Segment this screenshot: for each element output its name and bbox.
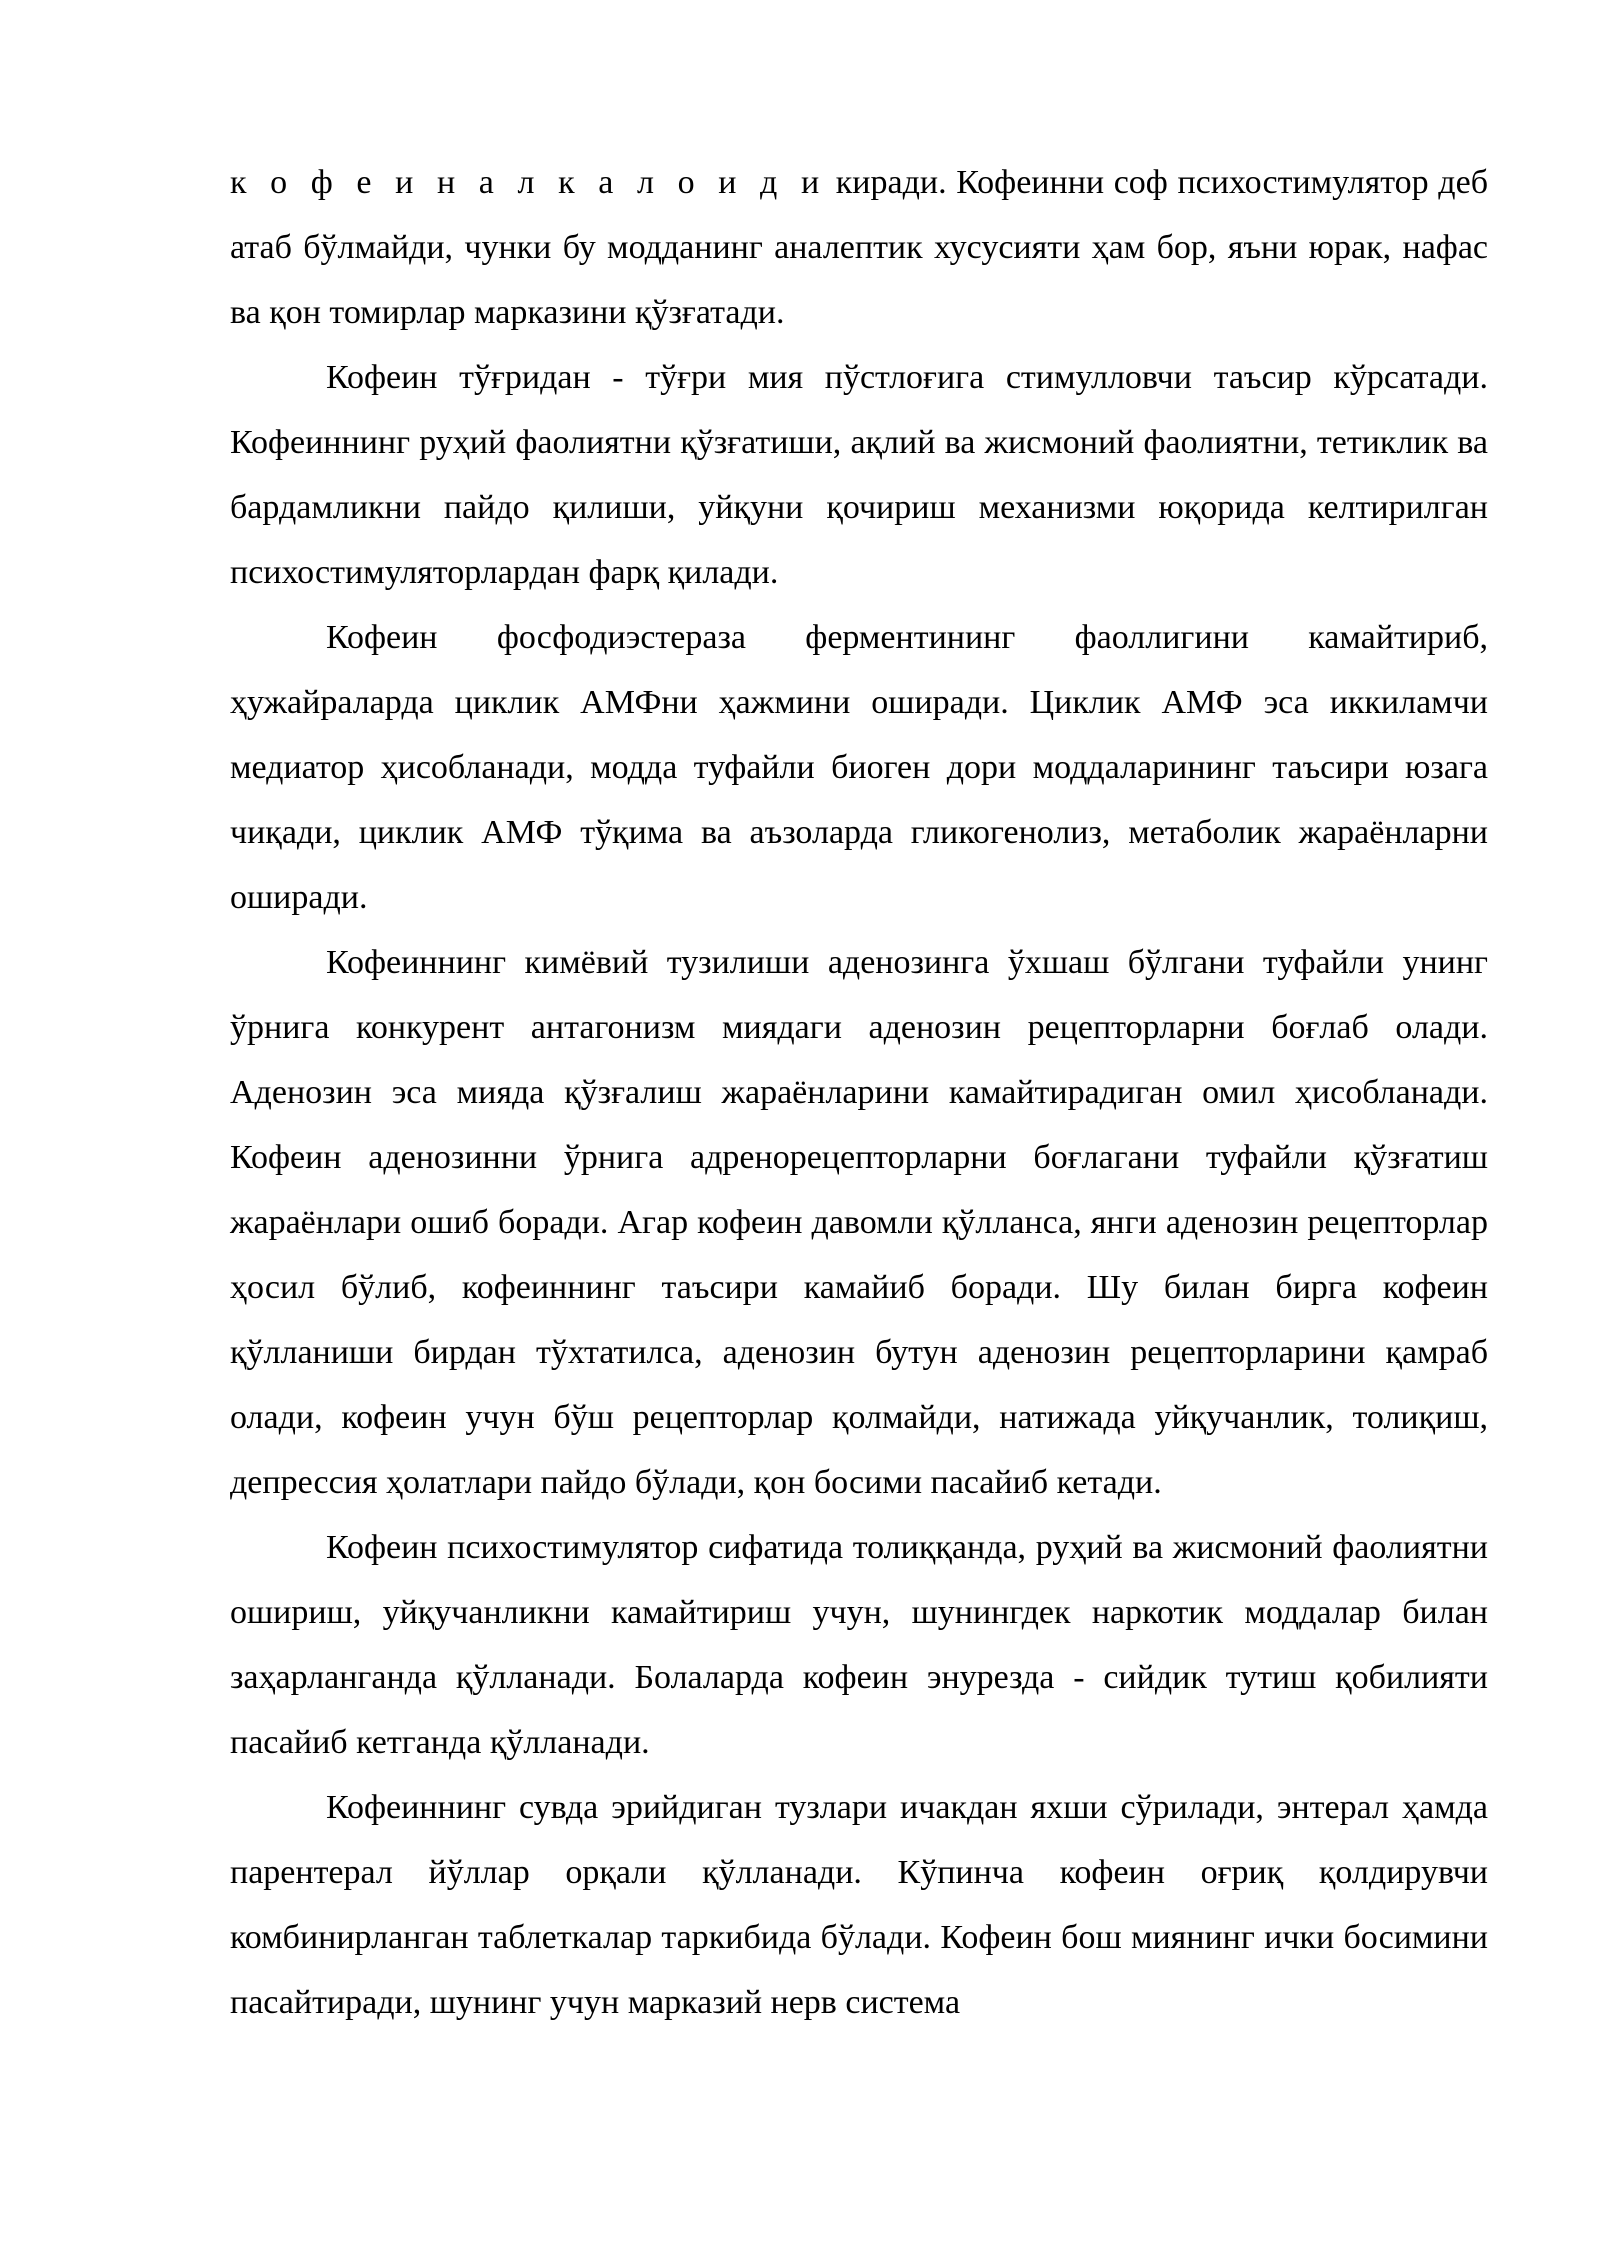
paragraph-4: Кофеиннинг кимёвий тузилиши аденозинга ўхшаш бўлгани туфайли унинг ўрнига конкурент антагонизм миядаги аденозин рецепторларни боғлаб олади. Аденозин эса мияда қўзғалиш жараёнларини камайтирадиган омил ҳисобланади. Кофеин аденозинни ўрнига адренорецепторларни боғлагани туфайли қўзғатиш жараёнлари ошиб боради. Агар кофеин давомли қўлланса, янги аденозин рецепторлар ҳосил бўлиб, кофеиннинг таъсири камайиб боради. Шу билан бирга кофеин қўлланиши бирдан тўхтатилса, аденозин бутун аденозин рецепторларини қамраб олади, кофеин учун бўш рецепторлар қолмайди, натижада уйқучанлик, толиқиш, депрессия ҳолатлари пайдо бўлади, қон босими пасайиб кетади. <box>230 944 1488 1501</box>
document-body <box>230 150 1488 2035</box>
paragraph-3: Кофеин фосфодиэстераза ферментининг фаоллигини камайтириб, ҳужайраларда циклик АМФни ҳажмини оширади. Циклик АМФ эса иккиламчи медиатор ҳисобланади, модда туфайли биоген дори моддаларининг таъсири юзага чиқади, циклик АМФ тўқима ва аъзоларда гликогенолиз, метаболик жараёнларни оширади. <box>230 619 1488 916</box>
spaced-term: к о ф е и н а л к а л о и д и <box>230 164 827 201</box>
paragraph-2: Кофеин тўғридан - тўғри мия пўстлоғига стимулловчи таъсир кўрсатади. Кофеиннинг руҳий фаолиятни қўзғатиши, ақлий ва жисмоний фаолиятни, тетиклик ва бардамликни пайдо қилиши, уйқуни қочириш механизми юқорида келтирилган психостимуляторлардан фарқ қилади. <box>230 359 1488 591</box>
paragraph-5: Кофеин психостимулятор сифатида толиққанда, руҳий ва жисмоний фаолиятни ошириш, уйқучанликни камайтириш учун, шунингдек наркотик моддалар билан заҳарланганда қўлланади. Болаларда кофеин энурезда - сийдик тутиш қобилияти пасайиб кетганда қўлланади. <box>230 1529 1488 1761</box>
paragraph-1-text: киради. Кофеинни соф психостимулятор деб атаб бўлмайди, чунки бу модданинг аналептик хусусияти ҳам бор, яъни юрак, нафас ва қон томирлар марказини қўзғатади. <box>230 164 1488 331</box>
paragraph-1 <box>230 150 1488 345</box>
paragraph-6: Кофеиннинг сувда эрийдиган тузлари ичакдан яхши сўрилади, энтерал ҳамда парентерал йўллар орқали қўлланади. Кўпинча кофеин оғриқ қолдирувчи комбинирланган таблеткалар таркибида бўлади. Кофеин бош миянинг ички босимини пасайтиради, шунинг учун марказий нерв система <box>230 1789 1488 2021</box>
